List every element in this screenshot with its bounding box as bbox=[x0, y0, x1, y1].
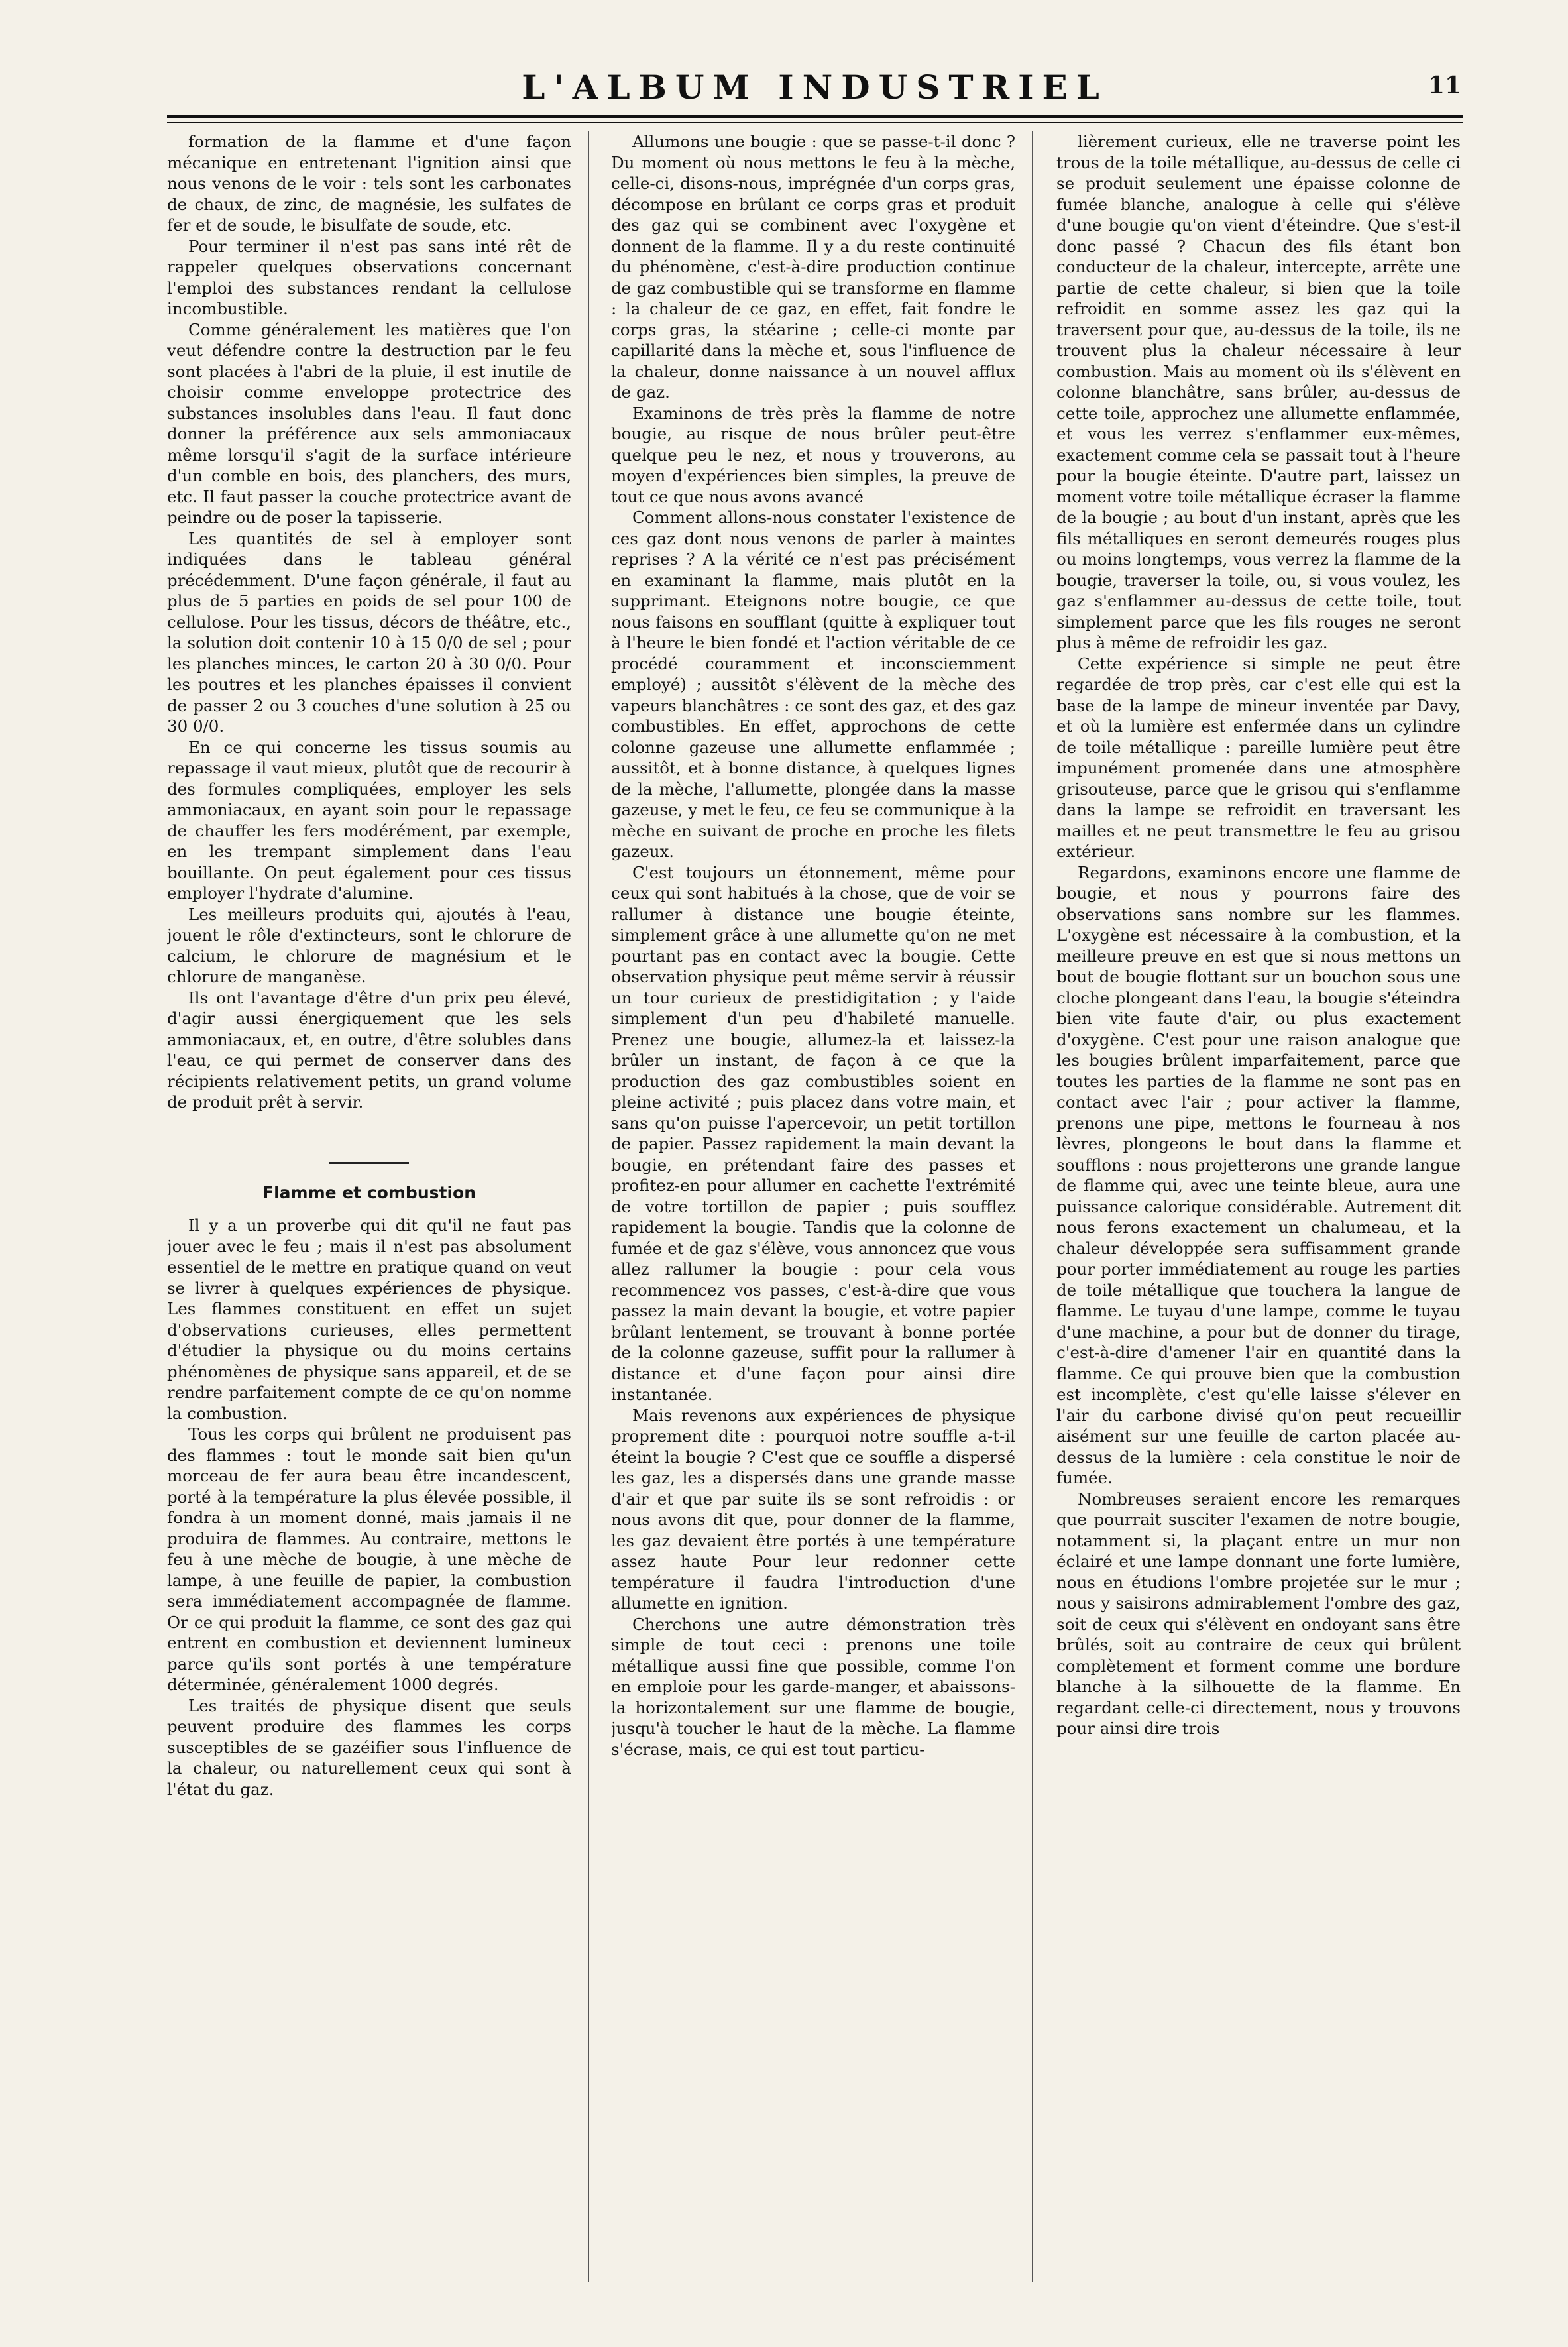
paragraph: Cherchons une autre démonstration très simple de tout ceci : prenons une toile métallique aussi fine que possible, comme l'on en emploie pour les garde-manger, et abaissons-la horizontalement sur une flamme de bougie, jusqu'à toucher le haut de la mèche. La flamme s'écrase, mais, ce qui est tout particu- bbox=[611, 1614, 1015, 1759]
paragraph: Examinons de très près la flamme de notre bougie, au risque de nous brûler peut-être quelque peu le nez, et nous y trouverons, au moyen d'expériences bien simples, la preuve de tout ce que nous avons avancé bbox=[611, 403, 1015, 506]
paragraph: Nombreuses seraient encore les remarques que pourrait susciter l'examen de notre bougie, notamment si, la plaçant entre un mur non éclairé et une lampe donnant une forte lumière, nous en étudions l'ombre projetée sur le mur ; nous y saisirons admirablement l'ombre des gaz, soit de ceux qui s'élèvent en ondoyant sans être brûlés, soit au contraire de ceux qui brûlent complètement et forment comme une bordure blanche à la silhouette de la flamme. En regardant celle-ci directement, nous y trouvons pour ainsi dire trois bbox=[1056, 1489, 1461, 1738]
paragraph: Cette expérience si simple ne peut être regardée de trop près, car c'est elle qui est la base de la lampe de mineur inventée par Davy, et où la lumière est enfermée dans un cylindre de toile métallique : pareille lumière peut être impunément promenée dans une atmosphère grisouteuse, parce que le grisou qui s'enflamme dans la lampe se refroidit en traversant les mailles et ne peut transmettre le feu au grisou extérieur. bbox=[1056, 654, 1461, 861]
column-divider bbox=[1032, 131, 1033, 2282]
paragraph: C'est toujours un étonnement, même pour ceux qui sont habitués à la chose, que de voir se rallumer à distance une bougie éteinte, simplement grâce à une allumette qu'on ne met pourtant pas en contact avec la bougie. Cette observation physique peut même servir à réussir un tour curieux de prestidigitation ; y l'aide simplement d'un peu d'habileté manuelle. Prenez une bougie, allumez-la et laissez-la brûler un instant, de façon à ce que la production des gaz combustibles soient en pleine activité ; puis placez dans votre main, et sans qu'on puisse l'apercevoir, un petit tortillon de papier. Passez rapidement la main devant la bougie, en prétendant faire des passes et profitez-en pour allumer en cachette l'extrémité de votre tortillon de papier ; puis soufflez rapidement la bougie. Tandis que la colonne de fumée et de gaz s'élève, vous annoncez que vous allez rallumer la bougie : pour cela vous recommencez vos passes, c'est-à-dire que vous passez la main devant la bougie, et votre papier brûlant lentement, se trouvant à bonne portée de la colonne gazeuse, suffit pour la rallumer à distance et d'une façon pour ainsi dire instantanée. bbox=[611, 862, 1015, 1404]
paragraph: Tous les corps qui brûlent ne produisent pas des flammes : tout le monde sait bien qu'un morceau de fer aura beau être incandescent, porté à la température la plus élevée possible, il fondra à un moment donné, mais jamais il ne produira de flammes. Au contraire, mettons le feu à une mèche de bougie, à une mèche de lampe, à une feuille de papier, la combustion sera immédiatement accompagnée de flamme. Or ce qui produit la flamme, ce sont des gaz qui entrent en combustion et deviennent lumineux parce qu'ils sont portés à une température déterminée, généralement 1000 degrés. bbox=[167, 1424, 571, 1694]
paragraph: Allumons une bougie : que se passe-t-il donc ? Du moment où nous mettons le feu à la mèche, celle-ci, disons-nous, imprégnée d'un corps gras, décompose en brûlant ce corps gras et produit des gaz qui se combinent avec l'oxygène et donnent de la flamme. Il y a du reste continuité du phénomène, c'est-à-dire production continue de gaz combustible qui se transforme en flamme : la chaleur de ce gaz, en effet, fait fondre le corps gras, la stéarine ; celle-ci monte par capillarité dans la mèche et, sous l'influence de la chaleur, donne naissance à un nouvel afflux de gaz. bbox=[611, 132, 1015, 402]
paragraph: lièrement curieux, elle ne traverse point les trous de la toile métallique, au-dessus de celle ci se produit seulement une épaisse colonne de fumée blanche, analogue à celle qui s'élève d'une bougie qu'on vient d'éteindre. Que s'est-il donc passé ? Chacun des fils étant bon conducteur de la chaleur, intercepte, arrête une partie de cette chaleur, si bien que la toile refroidit en somme assez les gaz qui la traversent pour que, au-dessus de la toile, ils ne trouvent plus la chaleur nécessaire à leur combustion. Mais au moment où ils s'élèvent en colonne blanchâtre, sans brûler, au-dessus de cette toile, approchez une allumette enflammée, et vous les verrez s'enflammer eux-mêmes, exactement comme cela se passait tout à l'heure pour la bougie éteinte. D'autre part, laissez un moment votre toile métallique écraser la flamme de la bougie ; au bout d'un instant, après que les fils métalliques en seront demeurés rouges plus ou moins longtemps, vous verrez la flamme de la bougie, traverser la toile, ou, si vous voulez, les gaz s'enflammer au-dessus de cette toile, tout simplement parce que les fils rouges ne seront plus à même de refroidir les gaz. bbox=[1056, 132, 1461, 652]
paragraph: Il y a un proverbe qui dit qu'il ne faut pas jouer avec le feu ; mais il n'est pas absolument essentiel de le mettre en pratique quand on veut se livrer à quelques expériences de physique. Les flammes constituent en effet un sujet d'observations curieuses, elles permettent d'étudier la physique ou du moins certains phénomènes de physique sans appareil, et de se rendre parfaitement compte de ce qu'on nomme la combustion. bbox=[167, 1216, 571, 1423]
column-divider bbox=[588, 131, 589, 2282]
paragraph: Regardons, examinons encore une flamme de bougie, et nous y pourrons faire des observations sans nombre sur les flammes. L'oxygène est nécessaire à la combustion, et la meilleure preuve en est que si nous mettons un bout de bougie flottant sur un bouchon sous une cloche plongeant dans l'eau, la bougie s'éteindra bien vite faute d'air, ou plus exactement d'oxygène. C'est pour une raison analogue que les bougies brûlent imparfaitement, parce que toutes les parties de la flamme ne sont pas en contact avec l'air ; pour activer la flamme, prenons une pipe, mettons le fourneau à nos lèvres, plongeons le bout dans la flamme et soufflons : nous projetterons une grande langue de flamme qui, avec une teinte bleue, aura une puissance calorique considérable. Autrement dit nous ferons exactement un chalumeau, et la chaleur développée sera suffisamment grande pour porter immédiatement au rouge les parties de toile métallique que touchera la langue de flamme. Le tuyau d'une lampe, comme le tuyau d'une machine, a pour but de donner du tirage, c'est-à-dire d'amener l'air en quantité dans la flamme. Ce qui prouve bien que la combustion est incomplète, c'est qu'elle laisse s'élever en l'air du carbone divisé qu'on peut recueillir aisément sur une feuille de carton placée au-dessus de la lumière : cela constitue le noir de fumée. bbox=[1056, 862, 1461, 1487]
running-title: L'ALBUM INDUSTRIEL bbox=[522, 68, 1108, 107]
paragraph: Les traités de physique disent que seuls peuvent produire des flammes les corps susceptibles de se gazéifier sous l'influence de la chaleur, ou naturellement ceux qui sont à l'état du gaz. bbox=[167, 1695, 571, 1799]
paragraph: formation de la flamme et d'une façon mécanique en entretenant l'ignition ainsi que nous venons de le voir : tels sont les carbonates de chaux, de zinc, de magnésie, les sulfates de fer et de soude, le bisulfate de soude, etc. bbox=[167, 132, 571, 235]
page-number: 11 bbox=[1428, 72, 1461, 99]
paragraph: Comment allons-nous constater l'existence de ces gaz dont nous venons de parler à maintes reprises ? A la vérité ce n'est pas précisément en examinant la flamme, mais plutôt en la supprimant. Eteignons notre bougie, ce que nous faisons en soufflant (quitte à expliquer tout à l'heure le bien fondé et l'action véritable de ce procédé couramment et inconsciemment employé) ; aussitôt s'élèvent de la mèche des vapeurs blanchâtres : ce sont des gaz, et des gaz combustibles. En effet, approchons de cette colonne gazeuse une allumette enflammée ; aussitôt, et à bonne distance, à quelques lignes de la mèche, l'allumette, plongée dans la masse gazeuse, y met le feu, ce feu se communique à la mèche en suivant de proche en proche les filets gazeux. bbox=[611, 508, 1015, 861]
paragraph: Les quantités de sel à employer sont indiquées dans le tableau général précédemment. D'une façon générale, il faut au plus de 5 parties en poids de sel pour 100 de cellulose. Pour les tissus, décors de théâtre, etc., la solution doit contenir 10 à 15 0/0 de sel ; pour les planches minces, le carton 20 à 30 0/0. Pour les poutres et les planches épaisses il convient de passer 2 ou 3 couches d'une solution à 25 ou 30 0/0. bbox=[167, 528, 571, 736]
section-separator bbox=[329, 1162, 409, 1164]
paragraph: Mais revenons aux expériences de physique proprement dite : pourquoi notre souffle a-t-il éteint la bougie ? C'est que ce souffle a dispersé les gaz, les a dispersés dans une grande masse d'air et que par suite ils se sont refroidis : or nous avons dit que, pour donner de la flamme, les gaz devaient être portés à une température assez haute Pour leur redonner cette température il faudra l'introduction d'une allumette en ignition. bbox=[611, 1405, 1015, 1613]
column-2 bbox=[611, 131, 1015, 2289]
header-rule-thick bbox=[167, 115, 1463, 118]
header-rule-thin bbox=[167, 122, 1463, 123]
paragraph: Comme généralement les matières que l'on veut défendre contre la destruction par le feu sont placées à l'abri de la pluie, il est inutile de choisir comme enveloppe protectrice des substances insolubles dans l'eau. Il faut donc donner la préférence aux sels ammoniacaux même lorsqu'il s'agit de la surface intérieure d'un comble en bois, des planchers, des murs, etc. Il faut passer la couche protectrice avant de peindre ou de poser la tapisserie. bbox=[167, 319, 571, 527]
column-3 bbox=[1056, 131, 1461, 2289]
section-title: Flamme et combustion bbox=[262, 1182, 476, 1202]
paragraph: Ils ont l'avantage d'être d'un prix peu élevé, d'agir aussi énergiquement que les sels ammoniacaux, et, en outre, d'être solubles dans l'eau, ce qui permet de conserver dans des récipients relativement petits, un grand volume de produit prêt à servir. bbox=[167, 988, 571, 1112]
page-header bbox=[167, 64, 1463, 117]
paragraph: En ce qui concerne les tissus soumis au repassage il vaut mieux, plutôt que de recourir à des formules compliquées, employer les sels ammoniacaux, en ayant soin pour le repassage de chauffer les fers modérément, par exemple, en les trempant simplement dans l'eau bouillante. On peut également pour ces tissus employer l'hydrate d'alumine. bbox=[167, 737, 571, 903]
paragraph: Pour terminer il n'est pas sans inté rêt de rappeler quelques observations concernant l'emploi des substances rendant la cellulose incombustible. bbox=[167, 236, 571, 318]
column-1 bbox=[167, 131, 571, 2289]
paragraph: Les meilleurs produits qui, ajoutés à l'eau, jouent le rôle d'extincteurs, sont le chlorure de calcium, le chlorure de magnésium et le chlorure de manganèse. bbox=[167, 904, 571, 986]
